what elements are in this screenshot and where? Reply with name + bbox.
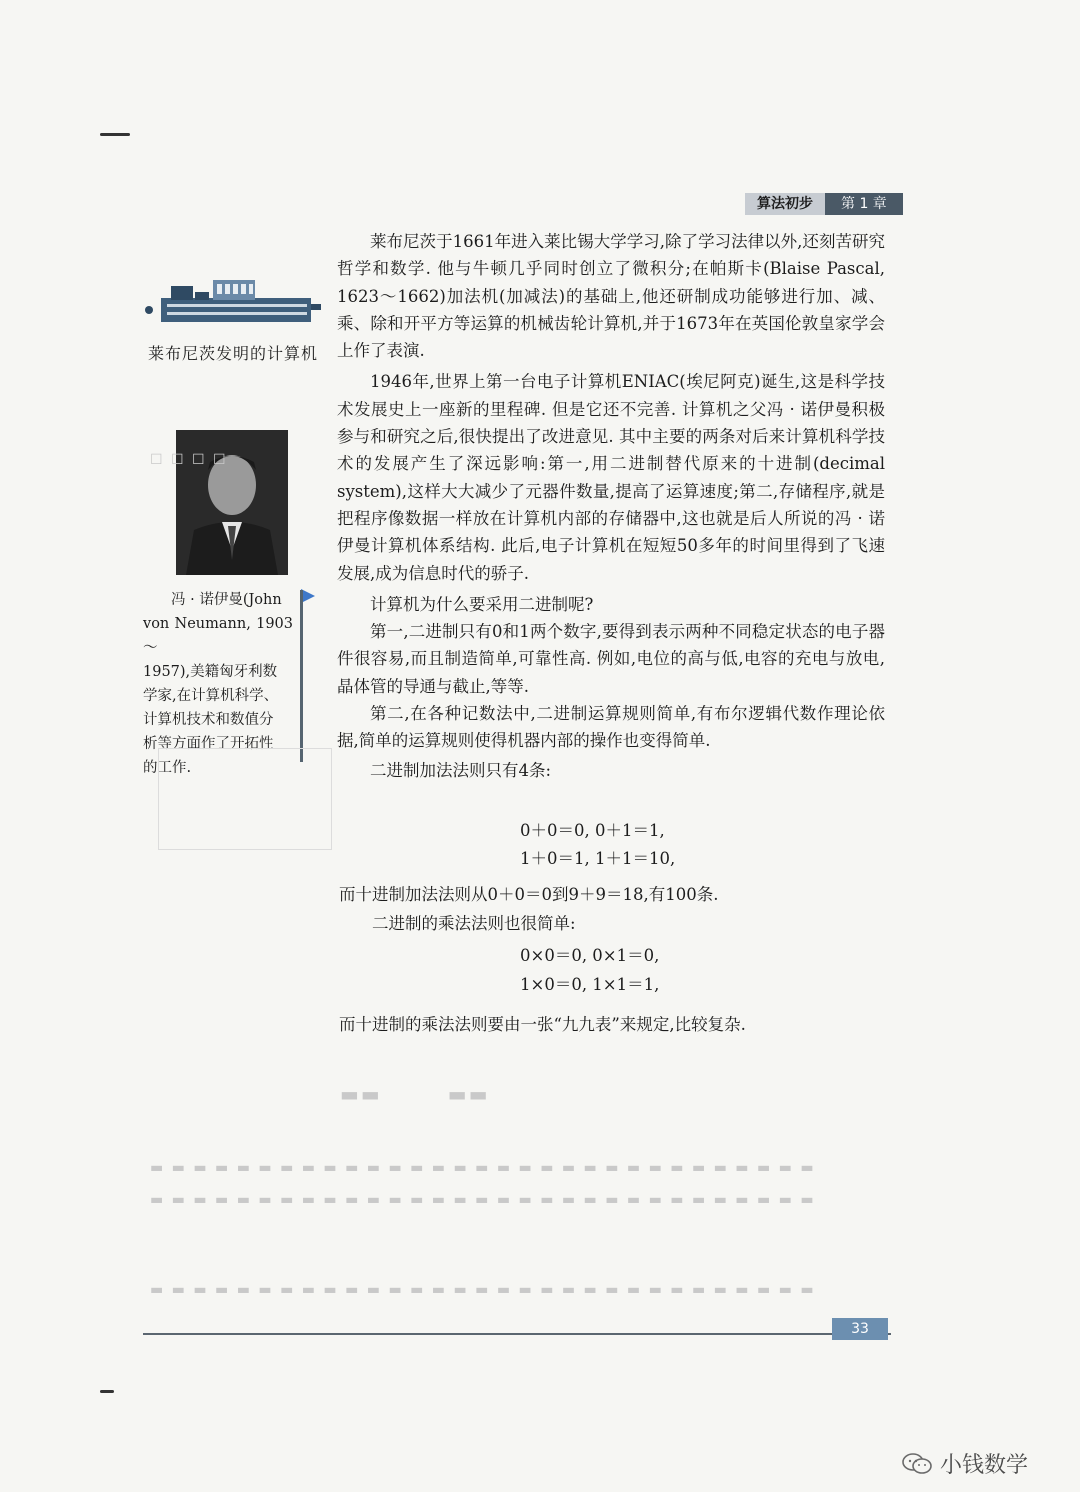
add-rule-line: 1＋0＝1, 1＋1＝10, (520, 849, 676, 868)
paragraph: 第一,二进制只有0和1两个数字,要得到表示两种不同稳定状态的电子器件很容易,而且制造简单,可靠性高. 例如,电位的高与低,电容的充电与放电,晶体管的导通与截止,等等. (337, 622, 885, 696)
main-text (337, 228, 885, 784)
paragraph: 第二,在各种记数法中,二进制运算规则简单,有布尔逻辑代数作理论依据,简单的运算规则使得机器内部的操作也变得简单. (337, 704, 885, 751)
bleed-through-box (158, 748, 332, 850)
bleed-through-text: ▬ ▬ ▬ ▬ ▬ ▬ ▬ ▬ ▬ ▬ ▬ ▬ ▬ ▬ ▬ ▬ ▬ ▬ ▬ ▬ ▬ ▬ ▬ ▬ ▬ ▬ ▬ ▬ ▬ ▬ ▬ (150, 1160, 816, 1176)
bleed-through-text: ▬ ▬ ▬ ▬ ▬ ▬ ▬ ▬ ▬ ▬ ▬ ▬ ▬ ▬ ▬ ▬ ▬ ▬ ▬ ▬ ▬ ▬ ▬ ▬ ▬ ▬ ▬ ▬ ▬ ▬ ▬ (150, 1282, 816, 1298)
section-label: 算法初步 (745, 193, 825, 215)
caption-line: 析等方面作了开拓性 (143, 736, 274, 752)
caption-line: 的工作. (143, 760, 192, 776)
footer-rule (143, 1333, 891, 1335)
caption-line: 冯 · 诺伊曼(John (171, 592, 282, 608)
watermark (902, 1448, 1028, 1479)
edge-mark-bottom (100, 1390, 114, 1393)
caption-bar (300, 590, 303, 762)
page-number: 33 (832, 1318, 888, 1340)
add-rule-line: 0＋0＝0, 0＋1＝1, (520, 821, 665, 840)
caption-line: 1957),美籍匈牙利数 (143, 664, 278, 680)
bleed-through-text: ☐ ☐ ☐ ☐ (150, 452, 228, 468)
watermark-text: 小钱数学 (940, 1453, 1029, 1478)
caption-line: 计算机技术和数值分 (143, 712, 274, 728)
chapter-label: 第 1 章 (825, 193, 903, 215)
machine-caption: 莱布尼茨发明的计算机 (148, 344, 319, 363)
edge-mark-top (100, 133, 130, 136)
caption-line: 学家,在计算机科学、 (143, 688, 279, 704)
paragraph: 1946年,世界上第一台电子计算机ENIAC(埃尼阿克)诞生,这是科学技术发展史上一座新的里程碑. 但是它还不完善. 计算机之父冯 · 诺伊曼积极参与和研究之后,很快提出了改进意见. 其中主要的两条对后来计算机科学技术的发展产生了深远影响:第一,用二进制替代原来的十进制(decimal system),这样大大减少了元器件数量,提高了运算速度;第二,存储程序,就是把程序像数据一样放在计算机内部的存储器中,这也就是后人所说的冯 · 诺伊曼计算机体系结构. 此后,电子计算机在短短50多年的时间里得到了飞速发展,成为信息时代的骄子. (337, 372, 885, 583)
mult-rule-line: 0×0＝0, 0×1＝0, (520, 946, 660, 965)
bleed-through-text: ▬▬ ▬▬ (340, 1082, 490, 1106)
caption-line: von Neumann, 1903～ (143, 616, 293, 656)
paragraph: 莱布尼茨于1661年进入莱比锡大学学习,除了学习法律以外,还刻苦研究哲学和数学. 他与牛顿几乎同时创立了微积分;在帕斯卡(Blaise Pascal, 1623～1662)加法机(加减法)的基础上,他还研制成功能够进行加、减、乘、除和开平方等运算的机械齿轮计算机,并于1673年在英国伦敦皇家学会上作了表演. (337, 232, 885, 361)
decimal-add-text: 而十进制加法法则从0＋0＝0到9＋9＝18,有100条. (339, 885, 719, 904)
bleed-through-text: ▬ ▬ ▬ ▬ ▬ ▬ ▬ ▬ ▬ ▬ ▬ ▬ ▬ ▬ ▬ ▬ ▬ ▬ ▬ ▬ ▬ ▬ ▬ ▬ ▬ ▬ ▬ ▬ ▬ ▬ ▬ (150, 1192, 816, 1208)
decimal-mult-text: 而十进制的乘法法则要由一张“九九表”来规定,比较复杂. (339, 1015, 746, 1034)
paragraph: 二进制加法法则只有4条: (370, 760, 552, 780)
paragraph: 计算机为什么要采用二进制呢? (370, 594, 594, 614)
wechat-icon (902, 1453, 932, 1475)
mult-rule-line: 1×0＝0, 1×1＝1, (520, 975, 660, 994)
chapter-header (745, 193, 903, 215)
mult-intro-text: 二进制的乘法法则也很简单: (372, 914, 576, 933)
leibniz-machine-image (143, 270, 323, 340)
caption-flag-icon (301, 589, 315, 603)
